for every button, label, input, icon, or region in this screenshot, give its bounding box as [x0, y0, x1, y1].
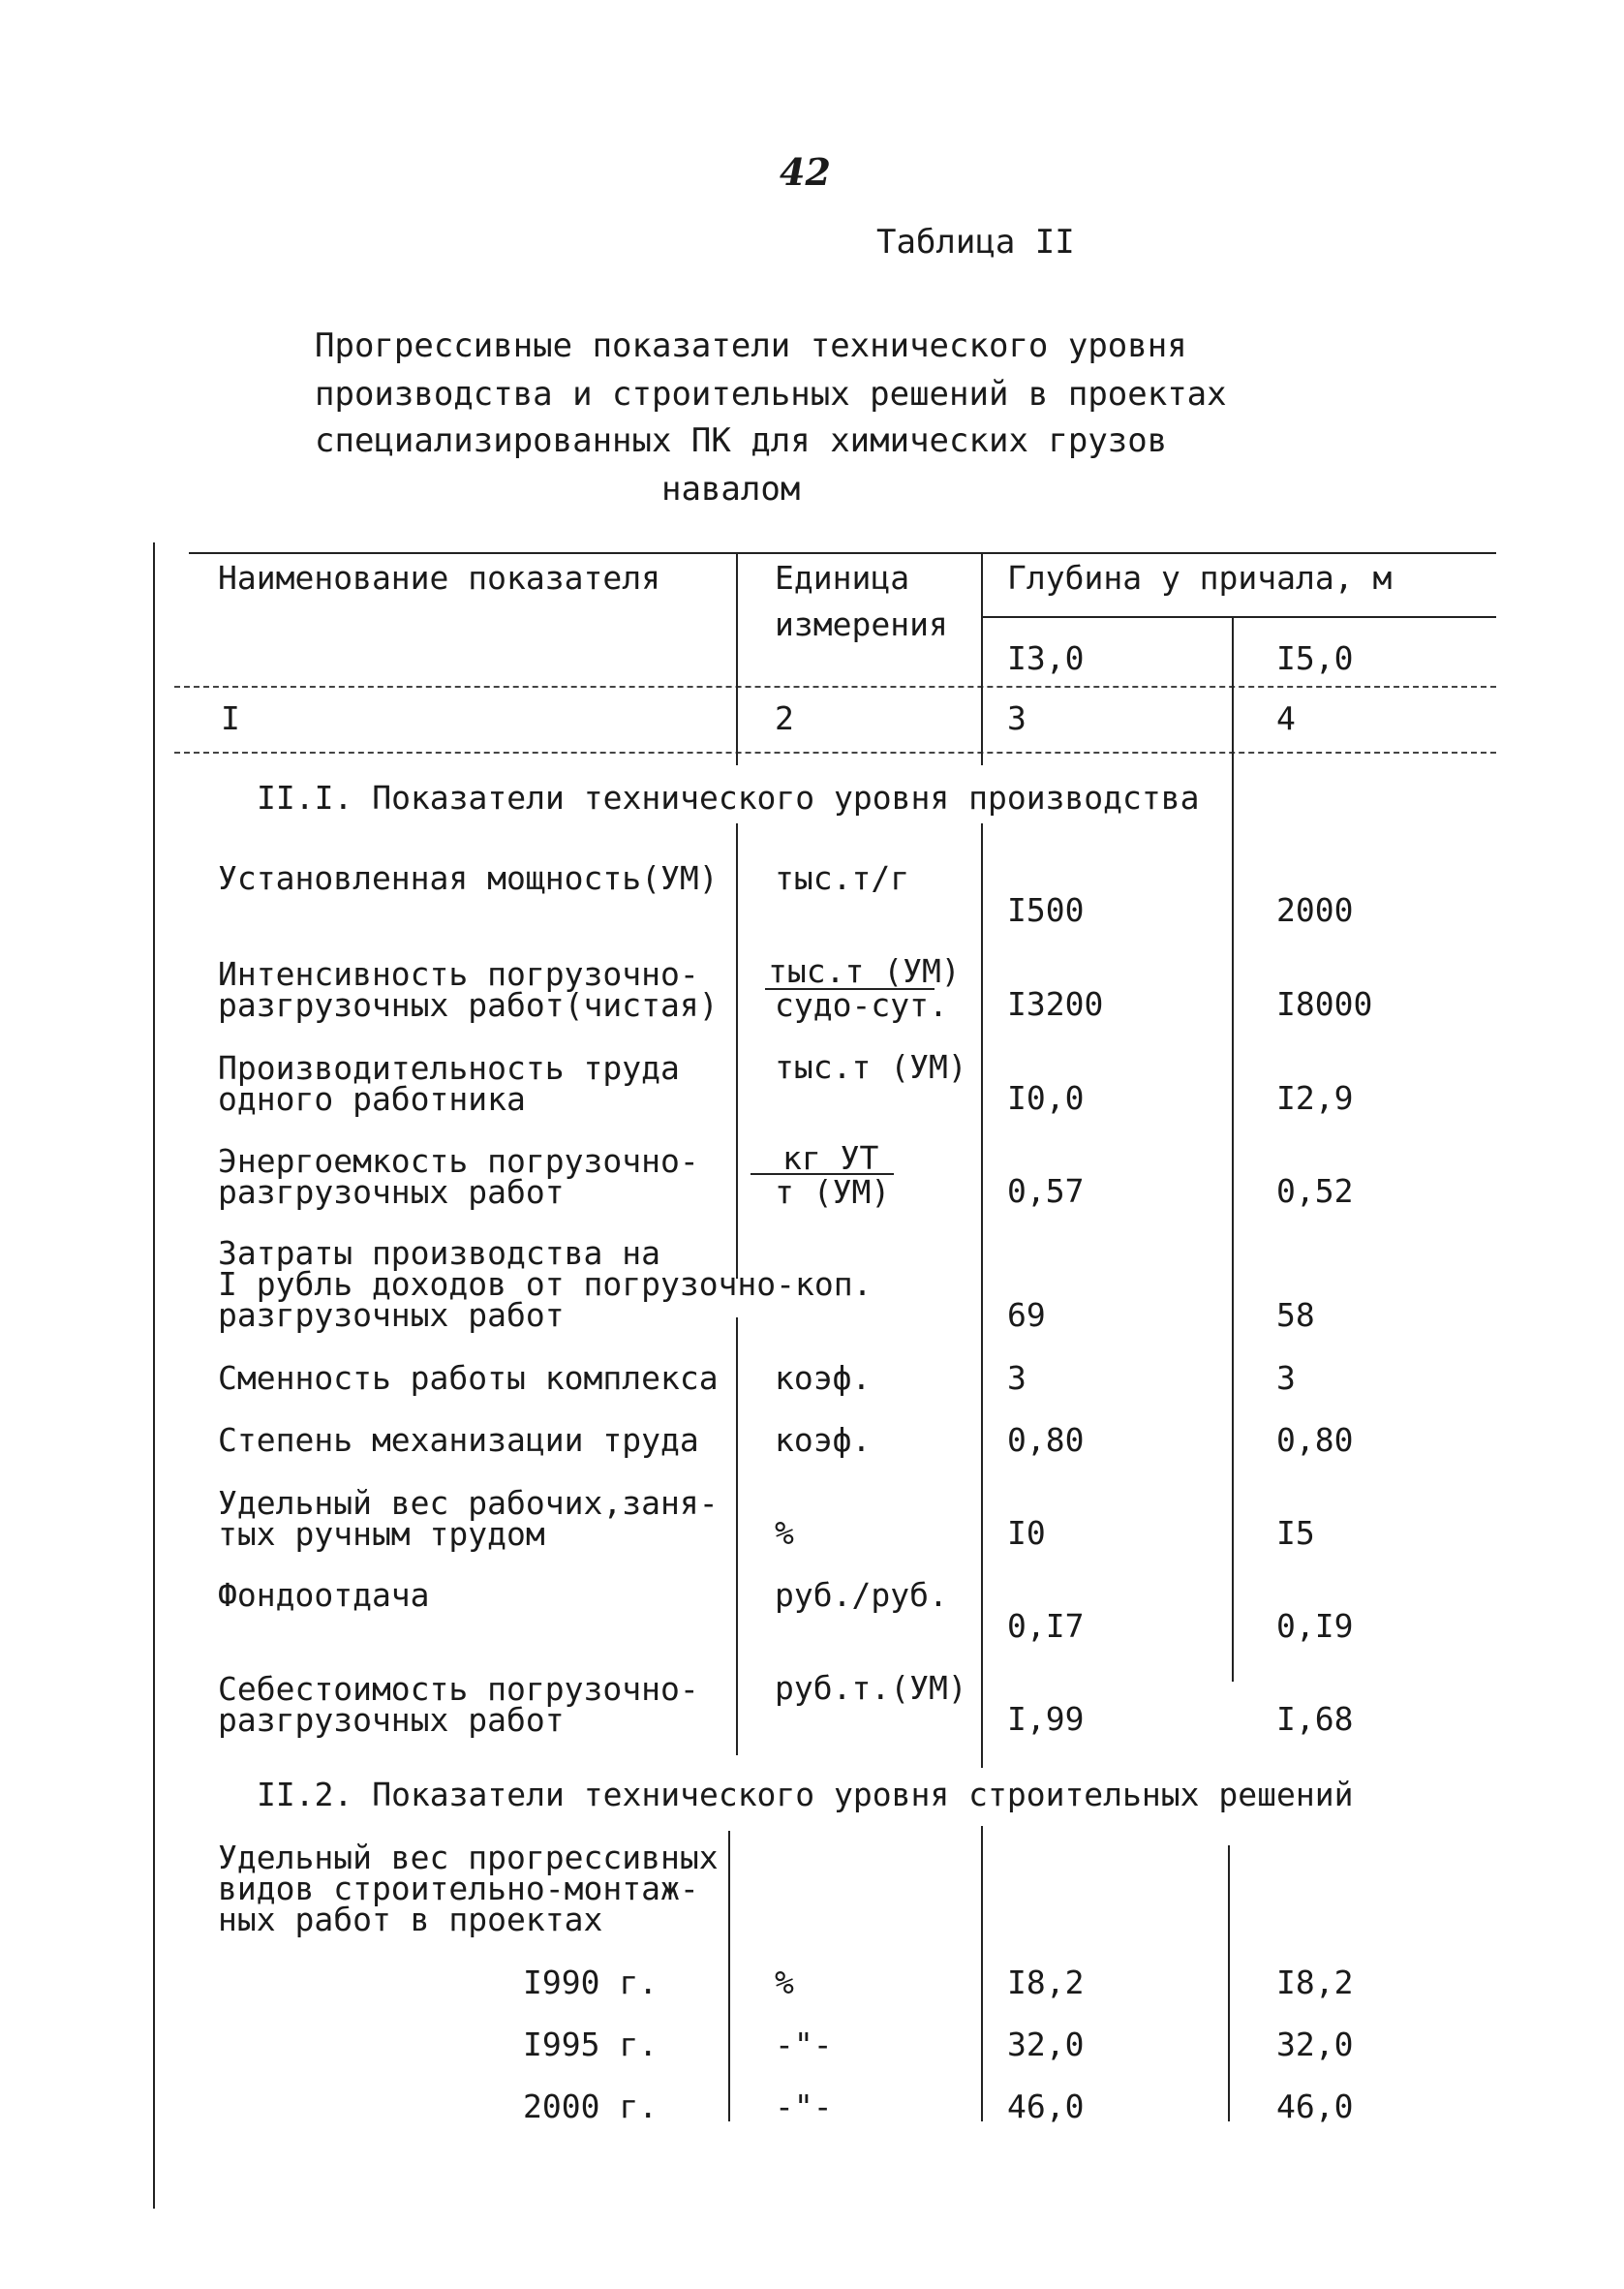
row-intensity-name-1: Интенсивность погрузочно- [218, 955, 699, 993]
row-manual-labor-name-2: тых ручным трудом [218, 1515, 545, 1553]
row-cost-price-v3: I,99 [1007, 1700, 1085, 1738]
col-number-2: 2 [775, 699, 794, 737]
table-label: Таблица II [876, 223, 1075, 262]
row-intensity-unit-num: тыс.т (УМ) [768, 952, 961, 990]
row-progressive-works-name-2: видов строительно-монтаж- [218, 1870, 699, 1907]
row-year-2000-v4: 46,0 [1276, 2088, 1354, 2125]
row-manual-labor-name-1: Удельный вес рабочих,заня- [218, 1484, 719, 1522]
row-mechanization-v4: 0,80 [1276, 1421, 1354, 1459]
col-number-1: I [221, 699, 240, 737]
row-intensity-unit-den: судо-сут. [775, 986, 948, 1024]
row-productivity-v3: I0,0 [1007, 1079, 1085, 1117]
row-installed-capacity-v4: 2000 [1276, 891, 1354, 929]
table-title-line-1: Прогрессивные показатели технического уровня [315, 326, 1187, 365]
row-year-1995-v4: 32,0 [1276, 2026, 1354, 2063]
row-intensity-v3: I3200 [1007, 985, 1104, 1023]
row-costs-name-1: Затраты производства на [218, 1234, 660, 1272]
header-depth-13: I3,0 [1007, 639, 1085, 677]
row-cost-price-unit: руб.т.(УМ) [775, 1669, 967, 1707]
row-year-1990-v3: I8,2 [1007, 1964, 1085, 2001]
row-costs-name-2: I рубль доходов от погрузочно-коп. [218, 1265, 873, 1303]
row-capital-productivity-v4: 0,I9 [1276, 1607, 1354, 1645]
col-divider-2-header [981, 552, 983, 765]
col-divider-2-body2 [981, 1826, 983, 2121]
row-productivity-v4: I2,9 [1276, 1079, 1354, 1117]
row-manual-labor-v4: I5 [1276, 1514, 1315, 1552]
section-2-heading: II.2. Показатели технического уровня строительных решений [257, 1776, 1354, 1813]
header-indicator-name: Наименование показателя [218, 559, 660, 597]
row-mechanization-v3: 0,80 [1007, 1421, 1085, 1459]
row-costs-v3: 69 [1007, 1296, 1046, 1334]
header-bottom-rule [174, 686, 1496, 688]
row-productivity-name-1: Производительность труда [218, 1049, 680, 1087]
row-year-1990: I990 г. [523, 1964, 659, 2001]
page-number: 42 [780, 150, 831, 194]
row-year-2000-unit: -"- [775, 2088, 833, 2125]
row-energy-name-1: Энергоемкость погрузочно- [218, 1142, 699, 1180]
section-1-heading: II.I. Показатели технического уровня производства [257, 779, 1200, 817]
row-intensity-name-2: разгрузочных работ(чистая) [218, 986, 719, 1024]
table-title-line-3: специализированных ПК для химических грузов [315, 421, 1168, 460]
col-divider-1-body2 [728, 1831, 730, 2121]
row-shifts-v3: 3 [1007, 1359, 1026, 1397]
row-energy-name-2: разгрузочных работ [218, 1173, 565, 1211]
row-mechanization-unit: коэф. [775, 1421, 872, 1459]
col-number-4: 4 [1276, 699, 1296, 737]
row-mechanization-name: Степень механизации труда [218, 1421, 699, 1459]
header-depth-15: I5,0 [1276, 639, 1354, 677]
row-energy-unit-num: кг УТ [782, 1139, 879, 1177]
row-year-1990-v4: I8,2 [1276, 1964, 1354, 2001]
row-installed-capacity-name: Установленная мощность(УМ) [218, 859, 719, 897]
col-divider-3-header [1232, 616, 1234, 1682]
header-berth-depth: Глубина у причала, м [1007, 559, 1393, 597]
row-progressive-works-name-3: ных работ в проектах [218, 1901, 603, 1938]
col-divider-1-body1b [736, 1317, 738, 1755]
header-top-rule [189, 552, 1496, 554]
row-shifts-v4: 3 [1276, 1359, 1296, 1397]
row-shifts-name: Сменность работы комплекса [218, 1359, 719, 1397]
row-year-1995: I995 г. [523, 2026, 659, 2063]
row-energy-v3: 0,57 [1007, 1172, 1085, 1210]
col-divider-3-body2 [1228, 1845, 1230, 2121]
left-margin-rule [153, 542, 155, 2209]
col-divider-2-body1 [981, 823, 983, 1768]
row-productivity-name-2: одного работника [218, 1080, 526, 1118]
table-title-line-4: навалом [661, 470, 801, 509]
col-divider-1-body1 [736, 823, 738, 1279]
header-unit-line-1: Единица [775, 559, 910, 597]
depth-subheader-rule [981, 616, 1496, 618]
header-unit-line-2: измерения [775, 605, 948, 643]
row-capital-productivity-unit: руб./руб. [775, 1576, 948, 1614]
row-year-2000: 2000 г. [523, 2088, 659, 2125]
row-year-1995-v3: 32,0 [1007, 2026, 1085, 2063]
row-cost-price-name-2: разгрузочных работ [218, 1701, 565, 1739]
row-year-2000-v3: 46,0 [1007, 2088, 1085, 2125]
row-cost-price-name-1: Себестоимость погрузочно- [218, 1670, 699, 1708]
row-costs-v4: 58 [1276, 1296, 1315, 1334]
row-year-1990-unit: % [775, 1964, 794, 2001]
row-capital-productivity-v3: 0,I7 [1007, 1607, 1085, 1645]
row-shifts-unit: коэф. [775, 1359, 872, 1397]
row-installed-capacity-unit: тыс.т/г [775, 859, 910, 897]
row-energy-unit-den: т (УМ) [775, 1173, 891, 1211]
row-productivity-unit: тыс.т (УМ) [775, 1048, 967, 1086]
row-year-1995-unit: -"- [775, 2026, 833, 2063]
col-number-3: 3 [1007, 699, 1026, 737]
colnum-bottom-rule [174, 752, 1496, 754]
row-cost-price-v4: I,68 [1276, 1700, 1354, 1738]
table-title-line-2: производства и строительных решений в проектах [315, 375, 1227, 414]
row-energy-v4: 0,52 [1276, 1172, 1354, 1210]
row-manual-labor-v3: I0 [1007, 1514, 1046, 1552]
row-intensity-v4: I8000 [1276, 985, 1373, 1023]
row-capital-productivity-name: Фондоотдача [218, 1576, 430, 1614]
row-installed-capacity-v3: I500 [1007, 891, 1085, 929]
row-manual-labor-unit: % [775, 1514, 794, 1552]
row-costs-name-3: разгрузочных работ [218, 1296, 565, 1334]
col-divider-1-header [736, 552, 738, 765]
row-progressive-works-name-1: Удельный вес прогрессивных [218, 1839, 719, 1876]
